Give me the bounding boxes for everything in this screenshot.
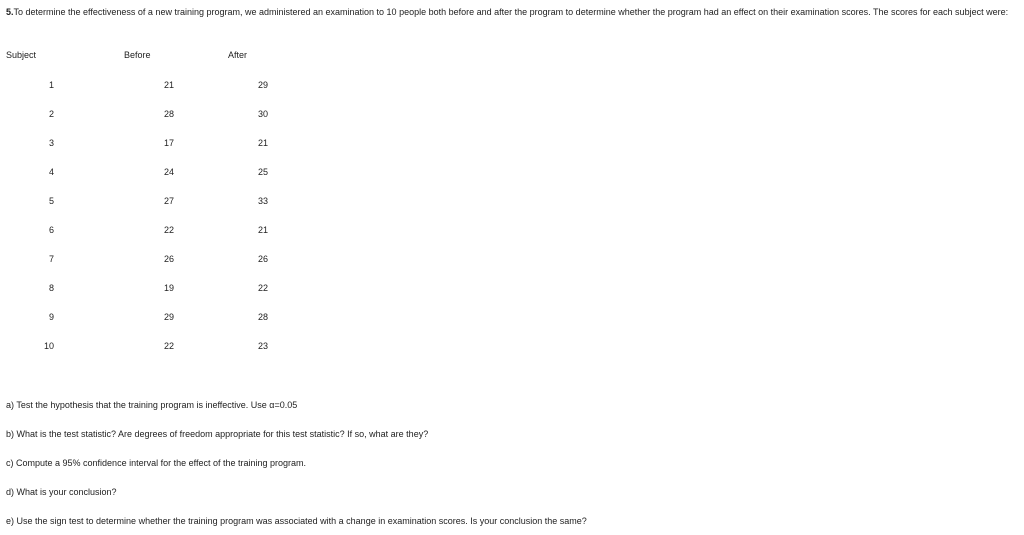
question-d: d) What is your conclusion?: [6, 487, 117, 497]
table-row: [0, 225, 300, 239]
after-cell: 21: [257, 138, 268, 148]
subject-cell: 7: [48, 254, 54, 264]
subject-cell: 5: [48, 196, 54, 206]
question-e: e) Use the sign test to determine whether the training program was associated with a change in examination scores. Is your conclusion the same?: [6, 516, 587, 526]
column-header-before: Before: [124, 50, 151, 60]
before-cell: 26: [163, 254, 174, 264]
before-cell: 24: [163, 167, 174, 177]
column-header-subject: Subject: [6, 50, 37, 60]
question-b: b) What is the test statistic? Are degrees of freedom appropriate for this test statistic? If so, what are they?: [6, 429, 429, 439]
table-row: [0, 80, 300, 94]
before-cell: 21: [163, 80, 174, 90]
after-cell: 30: [257, 109, 268, 119]
subject-cell: 4: [48, 167, 54, 177]
after-cell: 33: [257, 196, 268, 206]
after-cell: 21: [257, 225, 268, 235]
after-cell: 29: [257, 80, 268, 90]
table-row: [0, 283, 300, 297]
before-cell: 28: [163, 109, 174, 119]
subject-cell: 10: [43, 341, 54, 351]
before-cell: 27: [163, 196, 174, 206]
after-cell: 26: [257, 254, 268, 264]
subject-cell: 2: [48, 109, 54, 119]
problem-text: To determine the effectiveness of a new training program, we administered an examination to 10 people both before and after the program to determine whether the program had an effect on their examination scores. The scores for each subject were:: [13, 7, 1009, 17]
table-row: [0, 109, 300, 123]
column-header-after: After: [228, 50, 248, 60]
table-row: [0, 167, 300, 181]
before-cell: 29: [163, 312, 174, 322]
subject-cell: 6: [48, 225, 54, 235]
problem-number: 5.: [6, 7, 14, 17]
question-c: c) Compute a 95% confidence interval for the effect of the training program.: [6, 458, 306, 468]
problem-intro: [6, 3, 1016, 21]
after-cell: 23: [257, 341, 268, 351]
subject-cell: 3: [48, 138, 54, 148]
subject-cell: 8: [48, 283, 54, 293]
after-cell: 22: [257, 283, 268, 293]
table-row: [0, 341, 300, 355]
subject-cell: 1: [48, 80, 54, 90]
table-row: [0, 196, 300, 210]
table-row: [0, 138, 300, 152]
before-cell: 19: [163, 283, 174, 293]
before-cell: 22: [163, 341, 174, 351]
question-a: a) Test the hypothesis that the training program is ineffective. Use α=0.05: [6, 400, 298, 410]
before-cell: 17: [163, 138, 174, 148]
after-cell: 25: [257, 167, 268, 177]
before-cell: 22: [163, 225, 174, 235]
table-row: [0, 312, 300, 326]
table-row: [0, 254, 300, 268]
subject-cell: 9: [48, 312, 54, 322]
after-cell: 28: [257, 312, 268, 322]
